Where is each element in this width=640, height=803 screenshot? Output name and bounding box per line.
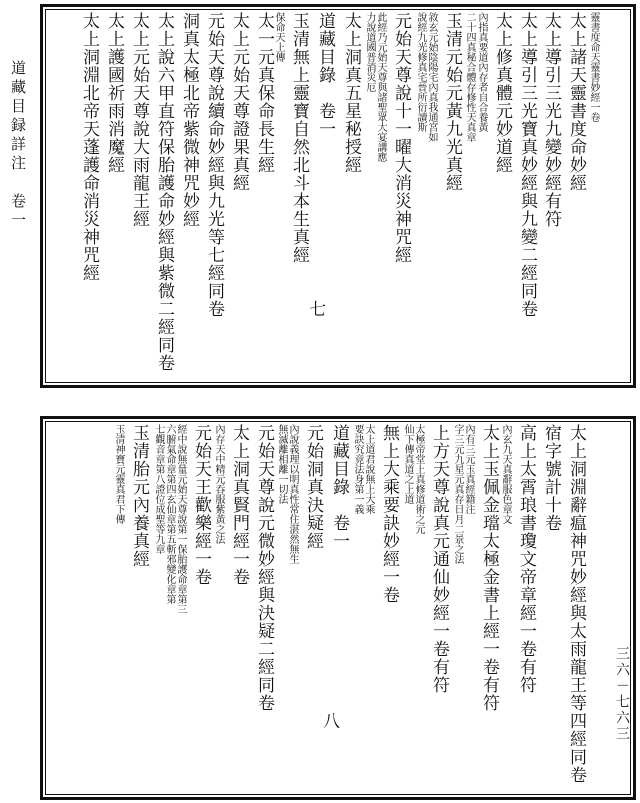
lower-text-column: 太上洞淵辭瘟神咒妙經與太雨龍王等四經同卷: [566, 424, 586, 784]
lower-text-column: 太上洞真賢門經一卷: [229, 424, 249, 586]
upper-text-column: 元始天尊說十一曜大消災神咒經: [391, 12, 411, 264]
lower-text-column: 太極帝堂上真修道術之元: [413, 424, 424, 534]
upper-text-column: 太上修真體元妙道經: [492, 12, 512, 174]
upper-text-column: 太上導引三光寶真妙經與九變二經同卷: [517, 12, 537, 318]
upper-text-column: 二十四真秘合體存修性天真章: [464, 12, 475, 142]
lower-text-column: 要訣究竟法身第一義: [352, 424, 363, 514]
upper-text-column: 洞真太極北帝紫微神咒妙經: [179, 12, 199, 228]
lower-text-column: 八: [319, 712, 339, 730]
upper-text-column: 太上說六甲直符保胎護命妙經與紫微二經同卷: [154, 12, 174, 372]
upper-text-column: 七: [305, 300, 325, 318]
lower-text-column: 無上大乘要訣妙經一卷: [379, 424, 399, 604]
upper-text-column: 敘玄元始陰陽宅內真我通宮如: [426, 12, 437, 142]
lower-text-column: 玉清胎元內養真經: [129, 424, 149, 568]
upper-text-column: 太上元始天尊說大雨龍王經: [129, 12, 149, 228]
lower-page-panel: [40, 416, 636, 800]
lower-text-column: 元始洞真決疑經: [303, 424, 323, 550]
lower-text-column: 內玄九天真辭服色章文: [500, 424, 511, 524]
lower-text-column: 內有三元玉真經籍注: [463, 424, 474, 514]
lower-text-column: 道藏目錄 卷一: [329, 424, 349, 550]
upper-text-column: 靈書度命天靈書妙經一卷: [588, 12, 599, 122]
upper-text-column: 太上洞淵北帝天蓬護命消災神咒經: [79, 12, 99, 282]
lower-text-column: 太上玉佩金璫太極金書上經一卷有符: [479, 424, 499, 712]
lower-text-column: 高上太霄琅書瓊文帝章經一卷有符: [516, 424, 536, 694]
lower-text-column: 元始天王歡樂經一卷: [191, 424, 211, 586]
upper-page-inner-border: [45, 9, 631, 383]
upper-text-column: 太上元始天尊證果真經: [229, 12, 249, 192]
upper-text-column: 玉清元始元黃九光真經: [442, 12, 462, 192]
upper-text-column: 玉清無上靈寶自然北斗本生真經: [289, 12, 309, 264]
upper-text-column: 太上導引三光九變妙經有符: [541, 12, 561, 228]
lower-text-column: 經中說無量元始天尊說第一保胎護命章第三: [175, 424, 186, 614]
lower-text-column: 字三元九星元真存日月二景之法: [452, 424, 463, 564]
upper-text-column: 保命天上傳: [273, 12, 284, 62]
upper-text-column: 太上洞真五星秘授經: [341, 12, 361, 174]
lower-text-column: 上方天尊說真元通仙妙經一卷有符: [429, 424, 449, 694]
upper-text-column: 內指真要道內存者自合養黃: [476, 12, 487, 132]
lower-page-inner-border: [45, 421, 631, 795]
upper-text-column: 力說道國普消災厄: [364, 12, 375, 92]
upper-text-column: 說經九光修真宅晉所衍讀斯: [415, 12, 426, 132]
lower-text-column: 元始天尊說元微妙經與決疑二經同卷: [254, 424, 274, 712]
lower-text-column: 仙下傳真道之上道: [402, 424, 413, 504]
lower-text-column: 六腑氣命章第四玄仙章第五斬邪變化章第: [164, 424, 175, 604]
right-margin-page-number: 三六－七六三: [614, 646, 630, 742]
lower-text-column: 內說義理以明真性常住湛然無生: [287, 424, 298, 564]
lower-text-column: 內存天中精元吞服紫黃之法: [213, 424, 224, 544]
left-margin-title: 道藏目録詳注 卷一: [9, 60, 27, 231]
upper-text-column: 太上護國祈雨消魔經: [104, 12, 124, 174]
upper-text-column: 太一元真保命長生經: [254, 12, 274, 174]
lower-text-column: 七觀音章第八證位成聖等九章: [153, 424, 164, 554]
upper-text-column: 太上諸天靈書度命妙經: [566, 12, 586, 192]
lower-text-column: 宿字號計十卷: [541, 424, 561, 532]
upper-text-column: 元始天尊說續命妙經與九光等七經同卷: [204, 12, 224, 318]
upper-page-panel: [40, 4, 636, 388]
lower-text-column: 太上道君說無上大乘: [363, 424, 374, 514]
upper-text-column: 道藏目錄 卷一: [315, 12, 335, 138]
lower-text-column: 無滅離相離一切法: [276, 424, 287, 504]
lower-text-column: 玉清神寶元靈真君下傳: [113, 424, 124, 524]
upper-text-column: 此經乃元始天尊與諸聖眾大宴講應: [375, 12, 386, 162]
